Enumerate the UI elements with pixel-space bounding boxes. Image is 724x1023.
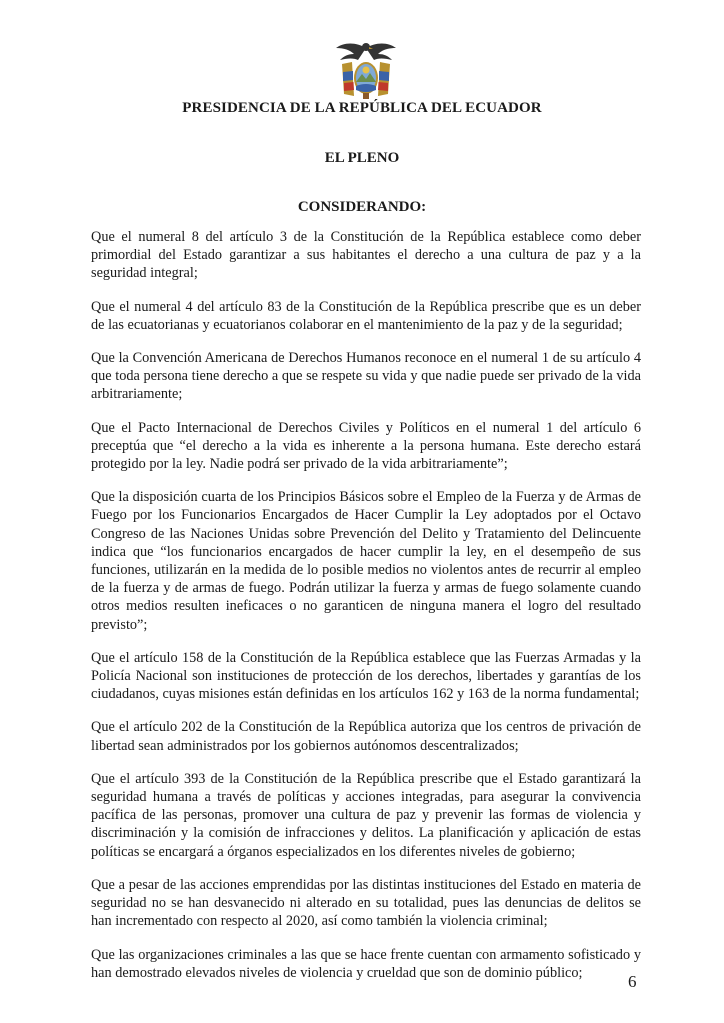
considerando-paragraph: Que el artículo 158 de la Constitución de la República establece que las Fuerzas Armadas y la Policía Nacional son instituciones de protección de los derechos, libertades y garantías de los ciudadanos, cuyas misiones están definidas en los artículos 162 y 163 de la norma fundamental;: [91, 649, 641, 703]
considerando-paragraph: Que las organizaciones criminales a las que se hace frente cuentan con armamento sofisticado y han demostrado elevados niveles de violencia y crueldad que son de dominio público;: [91, 946, 641, 981]
considerando-paragraph: Que el artículo 202 de la Constitución de la República autoriza que los centros de privación de libertad sean administrados por los gobiernos autónomos descentralizados;: [91, 719, 641, 754]
considerando-paragraph: Que el artículo 393 de la Constitución de la República prescribe que el Estado garantizará la seguridad humana a través de políticas y acciones integradas, para asegurar la convivencia pacífica de las personas, promover una cultura de paz y prevenir las formas de violencia y discriminación y la comisión de infracciones y delitos. La planificación y aplicación de estas políticas se encargará a órganos especializados en los diferentes niveles de gobierno;: [91, 770, 641, 860]
considerando-paragraph: Que a pesar de las acciones emprendidas por las distintas instituciones del Estado en materia de seguridad no se han desvanecido ni alterado en su totalidad, pues las denuncias de delitos se han incrementado con respecto al 2020, así como también la violencia criminal;: [91, 876, 641, 930]
considerando-paragraph: Que la disposición cuarta de los Principios Básicos sobre el Empleo de la Fuerza y de Armas de Fuego por los Funcionarios Encargados de Hacer Cumplir la Ley adoptados por el Octavo Congreso de las Naciones Unidas sobre Prevención del Delito y Tratamiento del Delincuente indica que “los funcionarios encargados de hacer cumplir la ley, en el desempeño de sus funciones, utilizarán en la medida de lo posible medios no violentos antes de recurrir al empleo de la fuerza y de armas de fuego. Podrán utilizar la fuerza y armas de fuego solamente cuando otros medios resulten ineficaces o no garanticen de ninguna manera el logro del resultado previsto”;: [91, 489, 641, 633]
ecuador-coat-of-arms-icon: [334, 38, 398, 100]
page-number: 6: [628, 972, 637, 991]
considerando-paragraph: Que el numeral 8 del artículo 3 de la Constitución de la República establece como deber primordial del Estado garantizar a sus habitantes el derecho a una cultura de paz y a la seguridad integral;: [91, 229, 641, 282]
document-header-title: PRESIDENCIA DE LA REPÚBLICA DEL ECUADOR: [182, 100, 542, 116]
considerando-paragraph: Que el Pacto Internacional de Derechos Civiles y Políticos en el numeral 1 del artículo 6 preceptúa que “el derecho a la vida es inherente a la persona humana. Este derecho estará protegido por la ley. Nadie podrá ser privado de la vida arbitrariamente”;: [91, 419, 641, 473]
considerando-paragraph: Que la Convención Americana de Derechos Humanos reconoce en el numeral 1 de su artículo 4 que toda persona tiene derecho a que se respete su vida y que nadie puede ser privado de la vida arbitrariamente;: [91, 350, 641, 403]
heading-considerando: CONSIDERANDO:: [297, 199, 427, 215]
considerando-paragraph: Que el numeral 4 del artículo 83 de la Constitución de la República prescribe que es un deber de las ecuatorianas y ecuatorianos colaborar en el mantenimiento de la paz y de la seguridad;: [91, 298, 641, 333]
heading-el-pleno: EL PLENO: [324, 150, 400, 166]
considerando-body: [91, 228, 641, 997]
